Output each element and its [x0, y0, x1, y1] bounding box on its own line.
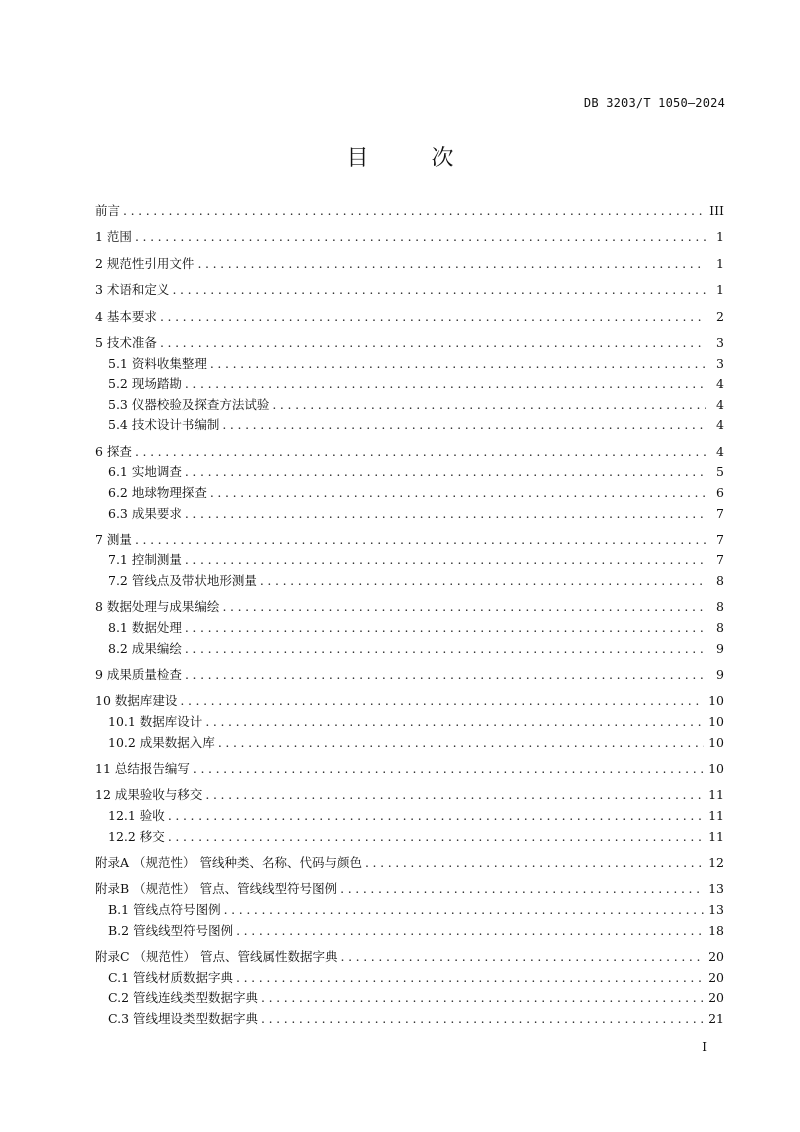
toc-entry-page: 10 — [708, 693, 724, 709]
toc-leader-dots — [168, 806, 704, 827]
toc-entry[interactable] — [95, 1009, 724, 1030]
toc-entry[interactable] — [95, 618, 724, 639]
toc-entry[interactable] — [95, 254, 724, 275]
toc-entry[interactable] — [95, 201, 724, 222]
toc-leader-dots — [172, 280, 706, 301]
toc-leader-dots — [193, 759, 704, 780]
toc-leader-dots — [261, 1009, 704, 1030]
toc-entry-title: 8.1 数据处理 — [108, 620, 182, 636]
toc-entry-page: 1 — [716, 255, 724, 271]
toc-entry-page: 11 — [708, 787, 724, 803]
toc-entry-title: 6.3 成果要求 — [108, 505, 182, 521]
toc-entry-title: 6.2 地球物理探查 — [108, 484, 207, 500]
toc-entry[interactable] — [95, 374, 724, 395]
toc-entry-title: 10 数据库建设 — [95, 693, 178, 709]
toc-entry-title: 5.4 技术设计书编制 — [108, 417, 220, 433]
toc-entry[interactable] — [95, 691, 724, 712]
toc-entry[interactable] — [95, 530, 724, 551]
toc-entry-title: 1 范围 — [95, 229, 132, 245]
toc-entry-title: B.2 管线线型符号图例 — [108, 922, 234, 938]
toc-entry-page: 4 — [716, 376, 724, 392]
toc-leader-dots — [236, 968, 704, 989]
toc-entry-title: 7 测量 — [95, 531, 132, 547]
toc-entry-title: 4 基本要求 — [95, 308, 157, 324]
toc-entry-page: 2 — [716, 308, 724, 324]
toc-entry-title: 附录A （规范性） 管线种类、名称、代码与颜色 — [95, 854, 362, 870]
toc-entry[interactable] — [95, 853, 724, 874]
toc-entry-title: B.1 管线点符号图例 — [108, 901, 221, 917]
toc-leader-dots — [135, 530, 706, 551]
toc-entry-page: 3 — [716, 355, 724, 371]
toc-entry[interactable] — [95, 827, 724, 848]
toc-leader-dots — [185, 550, 706, 571]
toc-entry-page: 8 — [716, 620, 724, 636]
page-title: 目 次 — [346, 145, 482, 171]
toc-leader-dots — [205, 785, 704, 806]
toc-entry-page: 7 — [716, 552, 724, 568]
toc-entry-title: 5.2 现场踏勘 — [108, 376, 182, 392]
toc-entry-page: 9 — [716, 640, 724, 656]
toc-entry[interactable] — [95, 571, 724, 592]
toc-entry[interactable] — [95, 988, 724, 1009]
toc-entry-page: 1 — [716, 282, 724, 298]
toc-entry[interactable] — [95, 333, 724, 354]
toc-leader-dots — [160, 333, 706, 354]
toc-entry[interactable] — [95, 900, 724, 921]
toc-entry-page: 6 — [716, 484, 724, 500]
toc-entry-title: 5 技术准备 — [95, 334, 157, 350]
table-of-contents — [95, 201, 724, 1029]
toc-leader-dots — [185, 462, 706, 483]
toc-entry[interactable] — [95, 712, 724, 733]
toc-entry-title: 12 成果验收与移交 — [95, 787, 203, 803]
toc-leader-dots — [224, 900, 705, 921]
toc-entry[interactable] — [95, 227, 724, 248]
document-code: DB 3203/T 1050—2024 — [583, 96, 725, 110]
toc-leader-dots — [261, 988, 704, 1009]
toc-entry-page: 9 — [716, 667, 724, 683]
toc-leader-dots — [222, 415, 706, 436]
toc-leader-dots — [185, 618, 706, 639]
toc-entry-title: C.2 管线连线类型数据字典 — [108, 990, 259, 1006]
toc-entry-title: C.1 管线材质数据字典 — [108, 969, 234, 985]
toc-entry-page: 7 — [716, 505, 724, 521]
toc-entry-title: 前言 — [95, 203, 121, 218]
toc-entry-title: 5.1 资料收集整理 — [108, 355, 207, 371]
toc-entry-page: 10 — [708, 761, 724, 777]
toc-leader-dots — [135, 442, 706, 463]
toc-entry-page: 1 — [716, 229, 724, 245]
toc-entry[interactable] — [95, 968, 724, 989]
toc-entry[interactable] — [95, 395, 724, 416]
toc-leader-dots — [365, 853, 704, 874]
toc-entry-title: 12.1 验收 — [108, 808, 165, 823]
toc-entry-page: 20 — [708, 948, 724, 964]
toc-entry-page: 13 — [708, 901, 724, 917]
toc-leader-dots — [260, 571, 706, 592]
toc-leader-dots — [205, 712, 704, 733]
toc-leader-dots — [236, 921, 704, 942]
toc-leader-dots — [197, 254, 706, 275]
toc-entry-title: C.3 管线埋设类型数据字典 — [108, 1010, 259, 1026]
toc-entry-page: 5 — [716, 464, 724, 480]
toc-entry-title: 12.2 移交 — [108, 828, 165, 844]
toc-entry-title: 2 规范性引用文件 — [95, 255, 195, 271]
toc-entry[interactable] — [95, 785, 724, 806]
toc-entry-page: 3 — [716, 334, 724, 350]
toc-leader-dots — [168, 827, 704, 848]
toc-entry-title: 7.2 管线点及带状地形测量 — [108, 573, 257, 589]
toc-entry[interactable] — [95, 415, 724, 436]
toc-entry-title: 8 数据处理与成果编绘 — [95, 599, 220, 615]
toc-entry-page: 4 — [716, 396, 724, 412]
toc-entry-page: 13 — [708, 881, 724, 897]
toc-leader-dots — [180, 691, 704, 712]
toc-entry-page: 21 — [708, 1010, 724, 1026]
toc-entry[interactable] — [95, 442, 724, 463]
toc-entry-title: 3 术语和定义 — [95, 282, 170, 298]
toc-entry-page: 11 — [708, 808, 724, 823]
toc-entry[interactable] — [95, 947, 724, 968]
toc-entry[interactable] — [95, 483, 724, 504]
toc-leader-dots — [185, 665, 706, 686]
toc-entry-page: 7 — [716, 531, 724, 547]
toc-leader-dots — [222, 597, 706, 618]
toc-entry[interactable] — [95, 665, 724, 686]
toc-entry-page: 4 — [716, 443, 724, 459]
toc-entry-page: 10 — [708, 734, 724, 750]
toc-entry[interactable] — [95, 280, 724, 301]
toc-leader-dots — [272, 395, 706, 416]
toc-entry-page: 4 — [716, 417, 724, 433]
toc-entry-page: 18 — [708, 922, 724, 938]
toc-leader-dots — [341, 947, 705, 968]
toc-entry[interactable] — [95, 597, 724, 618]
toc-entry-title: 10.1 数据库设计 — [108, 714, 203, 730]
toc-entry-title: 附录C （规范性） 管点、管线属性数据字典 — [95, 948, 338, 964]
toc-entry[interactable] — [95, 806, 724, 827]
toc-entry-page: III — [709, 203, 724, 218]
toc-entry[interactable] — [95, 462, 724, 483]
toc-entry-page: 20 — [708, 969, 724, 985]
toc-leader-dots — [185, 504, 706, 525]
page-number: I — [702, 1040, 707, 1054]
toc-leader-dots — [210, 354, 706, 375]
toc-leader-dots — [218, 733, 704, 754]
toc-entry-page: 8 — [716, 573, 724, 589]
toc-entry-title: 9 成果质量检查 — [95, 667, 182, 683]
toc-entry-title: 7.1 控制测量 — [108, 552, 182, 568]
toc-leader-dots — [160, 307, 706, 328]
toc-entry[interactable] — [95, 639, 724, 660]
toc-entry-page: 8 — [716, 599, 724, 615]
toc-leader-dots — [340, 879, 704, 900]
toc-entry[interactable] — [95, 921, 724, 942]
toc-leader-dots — [135, 227, 706, 248]
toc-entry[interactable] — [95, 354, 724, 375]
toc-entry-page: 11 — [708, 828, 724, 844]
toc-entry[interactable] — [95, 307, 724, 328]
toc-entry-title: 5.3 仪器校验及探查方法试验 — [108, 396, 270, 412]
toc-leader-dots — [123, 201, 705, 222]
toc-entry-title: 6 探查 — [95, 443, 132, 459]
toc-entry-page: 12 — [708, 854, 724, 870]
toc-leader-dots — [210, 483, 706, 504]
toc-entry-title: 10.2 成果数据入库 — [108, 734, 215, 750]
toc-entry-title: 附录B （规范性） 管点、管线线型符号图例 — [95, 881, 338, 897]
toc-leader-dots — [185, 639, 706, 660]
toc-entry[interactable] — [95, 879, 724, 900]
toc-entry[interactable] — [95, 504, 724, 525]
toc-entry-title: 6.1 实地调查 — [108, 464, 182, 480]
toc-entry[interactable] — [95, 759, 724, 780]
toc-entry-page: 10 — [708, 714, 724, 730]
toc-entry[interactable] — [95, 550, 724, 571]
toc-entry-page: 20 — [708, 990, 724, 1006]
toc-leader-dots — [185, 374, 706, 395]
toc-entry-title: 8.2 成果编绘 — [108, 640, 182, 656]
toc-entry-title: 11 总结报告编写 — [95, 761, 190, 777]
toc-entry[interactable] — [95, 733, 724, 754]
